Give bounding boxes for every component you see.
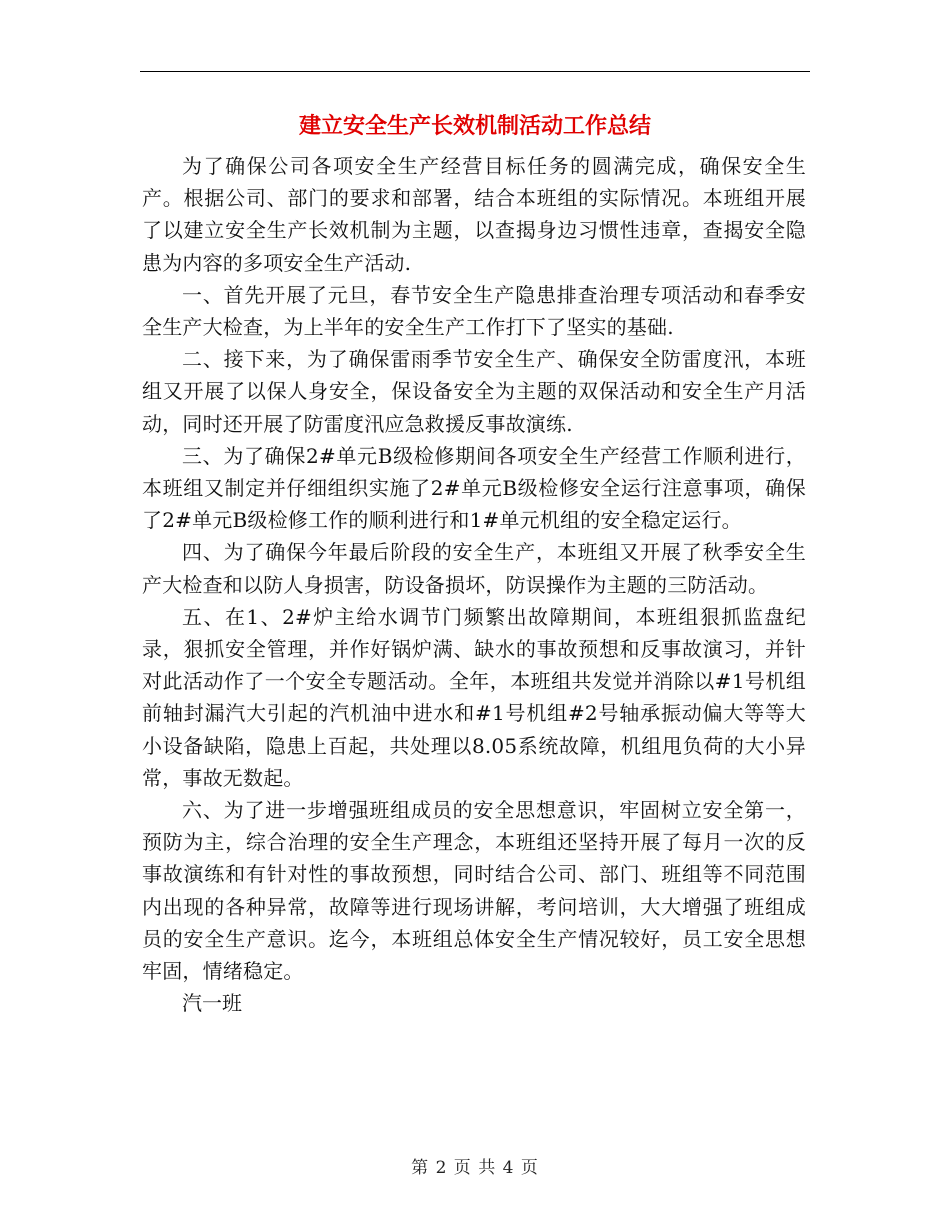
document-body (142, 150, 806, 1019)
page-footer (0, 1153, 950, 1178)
paragraph-item-1: 一、首先开展了元旦，春节安全生产隐患排查治理专项活动和春季安全生产大检查，为上半年的安全生产工作打下了坚实的基础. (142, 282, 806, 340)
document-title: 建立安全生产长效机制活动工作总结 (298, 113, 651, 139)
footer-total-pages: 4 (502, 1158, 515, 1178)
paragraph-item-3: 三、为了确保2#单元B级检修期间各项安全生产经营工作顺利进行，本班组又制定并仔细组织实施了2#单元B级检修安全运行注意事项，确保了2#单元B级检修工作的顺利进行和1#单元机组的安全稳定运行。 (142, 443, 806, 533)
paragraph-item-4: 四、为了确保今年最后阶段的安全生产，本班组又开展了秋季安全生产大检查和以防人身损害，防设备损坏，防误操作为主题的三防活动。 (142, 540, 806, 597)
signature: 汽一班 (182, 991, 242, 1016)
footer-label-page: 第 (411, 1158, 430, 1178)
footer-label-unit-end: 页 (520, 1158, 539, 1178)
paragraph-item-2: 二、接下来，为了确保雷雨季节安全生产、确保安全防雷度汛，本班组又开展了以保人身安全，保设备安全为主题的双保活动和安全生产月活动，同时还开展了防雷度汛应急救援反事故演练. (142, 347, 806, 436)
header-rule (140, 71, 810, 72)
footer-label-unit: 页 (453, 1158, 472, 1178)
footer-label-total: 共 (478, 1158, 497, 1178)
paragraph-item-5: 五、在1、2#炉主给水调节门频繁出故障期间，本班组狠抓监盘纪录，狠抓安全管理，并作好锅炉满、缺水的事故预想和反事故演习，并针对此活动作了一个安全专题活动。全年，本班组共发觉并消除以#1号机组前轴封漏汽大引起的汽机油中进水和#1号机组#2号轴承振动偏大等等大小设备缺陷，隐患上百起，共处理以8.05系统故障，机组甩负荷的大小异常，事故无数起。 (142, 604, 806, 790)
paragraph-intro: 为了确保公司各项安全生产经营目标任务的圆满完成，确保安全生产。根据公司、部门的要求和部署，结合本班组的实际情况。本班组开展了以建立安全生产长效机制为主题，以查揭身边习惯性违章，查揭安全隐患为内容的多项安全生产活动. (142, 154, 806, 275)
paragraph-item-6: 六、为了进一步增强班组成员的安全思想意识，牢固树立安全第一，预防为主，综合治理的安全生产理念，本班组还坚持开展了每月一次的反事故演练和有针对性的事故预想，同时结合公司、部门、班组等不同范围内出现的各种异常，故障等进行现场讲解，考问培训，大大增强了班组成员的安全生产意识。迄今，本班组总体安全生产情况较好，员工安全思想牢固，情绪稳定。 (142, 798, 806, 984)
footer-current-page: 2 (435, 1158, 448, 1178)
